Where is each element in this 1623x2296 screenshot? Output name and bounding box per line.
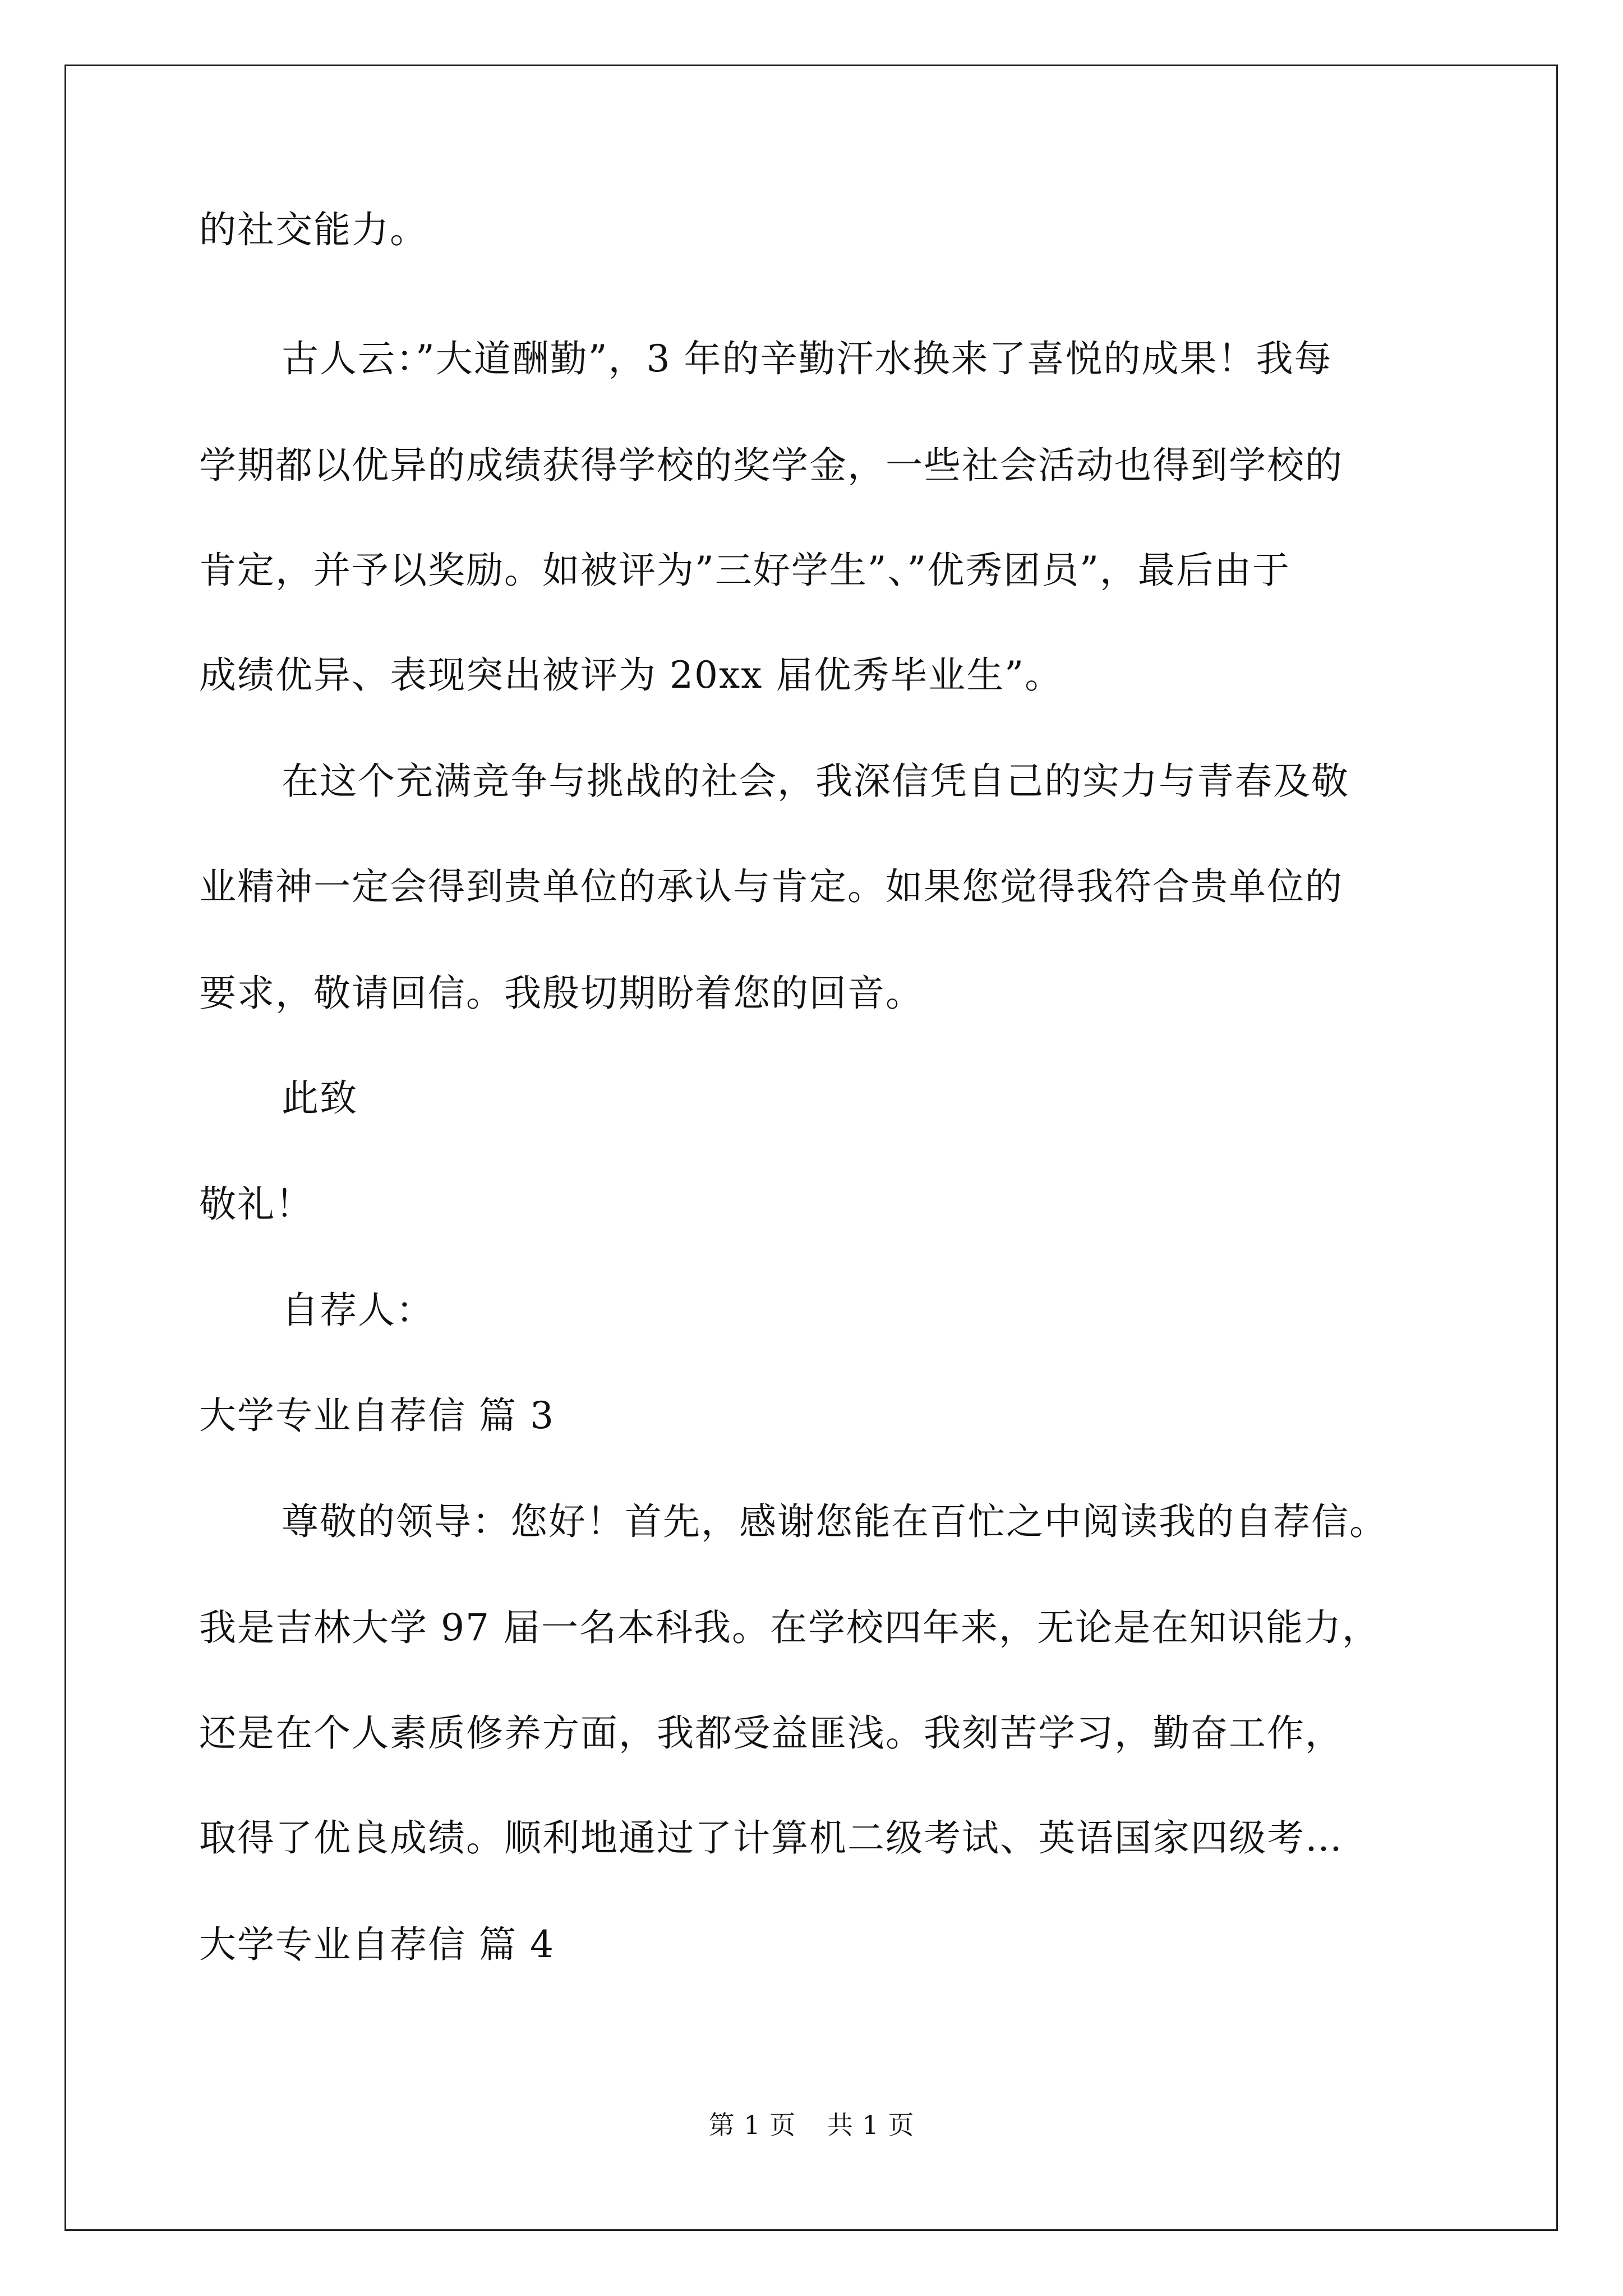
paragraph-line: 要求，敬请回信。我殷切期盼着您的回音。 — [199, 972, 924, 1015]
page-border — [64, 65, 1558, 2231]
section-heading: 大学专业自荐信 篇 3 — [199, 1394, 555, 1437]
paragraph-line: 我是吉林大学 97 届一名本科我。在学校四年来，无论是在知识能力， — [199, 1606, 1380, 1649]
closing-regards: 敬礼！ — [199, 1182, 313, 1226]
paragraph-line: 取得了优良成绩。顺利地通过了计算机二级考试、英语国家四级考… — [199, 1816, 1343, 1860]
section-heading: 大学专业自荐信 篇 4 — [199, 1923, 555, 1966]
paragraph-line: 尊敬的领导：您好！首先，感谢您能在百忙之中阅读我的自荐信。 — [282, 1500, 1387, 1543]
paragraph-line: 学期都以优异的成绩获得学校的奖学金，一些社会活动也得到学校的 — [199, 444, 1343, 487]
page-number-current: 第 1 页 — [708, 2110, 796, 2140]
closing-salutation: 此致 — [282, 1076, 358, 1120]
paragraph-line: 肯定，并予以奖励。如被评为”三好学生”、”优秀团员”，最后由于 — [199, 549, 1290, 592]
paragraph-line: 成绩优异、表现突出被评为 20xx 届优秀毕业生”。 — [199, 654, 1063, 697]
paragraph-line: 在这个充满竞争与挑战的社会，我深信凭自己的实力与青春及敬 — [282, 760, 1349, 803]
signature-label: 自荐人： — [282, 1289, 434, 1332]
paragraph-line: 的社交能力。 — [199, 208, 428, 251]
page-footer — [0, 2109, 1623, 2141]
paragraph-line: 业精神一定会得到贵单位的承认与肯定。如果您觉得我符合贵单位的 — [199, 865, 1343, 908]
page-number-total: 共 1 页 — [827, 2110, 915, 2140]
paragraph-line: 古人云：”大道酬勤”，3 年的辛勤汗水换来了喜悦的成果！我每 — [282, 337, 1332, 380]
paragraph-line: 还是在个人素质修养方面，我都受益匪浅。我刻苦学习，勤奋工作， — [199, 1711, 1343, 1755]
